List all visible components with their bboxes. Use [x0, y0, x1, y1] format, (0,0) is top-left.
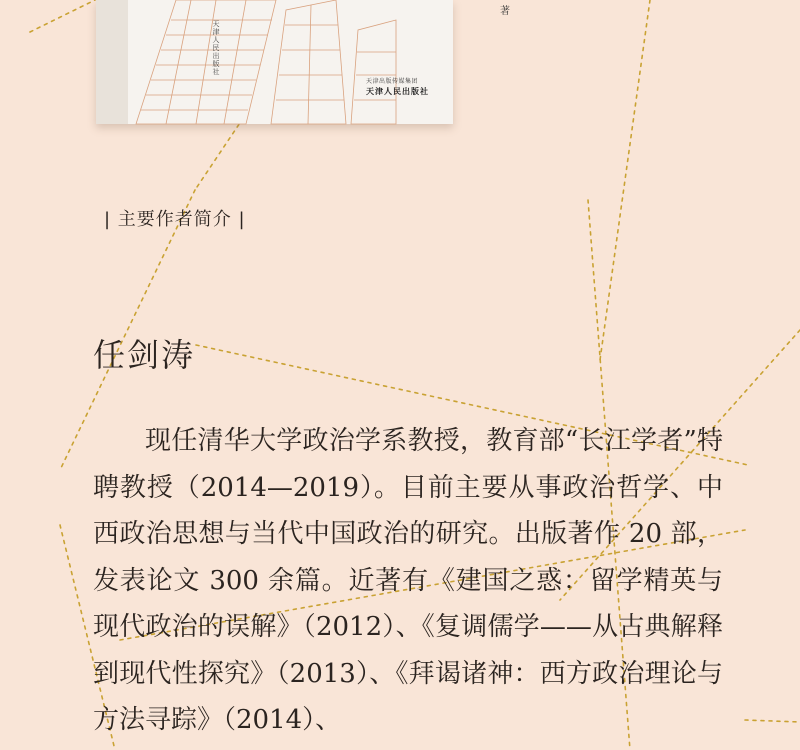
author-bio: 现任清华大学政治学系教授，教育部“长江学者”特聘教授（2014—2019）。目前主要从事政治哲学、中西政治思想与当代中国政治的研究。出版著作 20 部，发表论文 300 余篇。近著有《建国之惑：留学精英与现代政治的误解》（2012）、《复调儒学——从古典解释到现代性探究》（2013）、《拜谒诸神：西方政治理论与方法寻踪》（2014）、: [93, 426, 723, 735]
section-label: | 主要作者简介 |: [104, 209, 246, 230]
author-name: 任剑涛: [93, 336, 196, 374]
publisher-name: 天津人民出版社: [366, 87, 429, 96]
book-cover: [96, 0, 510, 124]
building-illustration: [96, 0, 453, 124]
spine-publisher: 天津人民出版社: [212, 20, 220, 76]
publisher-group: 天津出版传媒集团: [366, 78, 419, 85]
author-suffix: 著: [500, 6, 510, 17]
